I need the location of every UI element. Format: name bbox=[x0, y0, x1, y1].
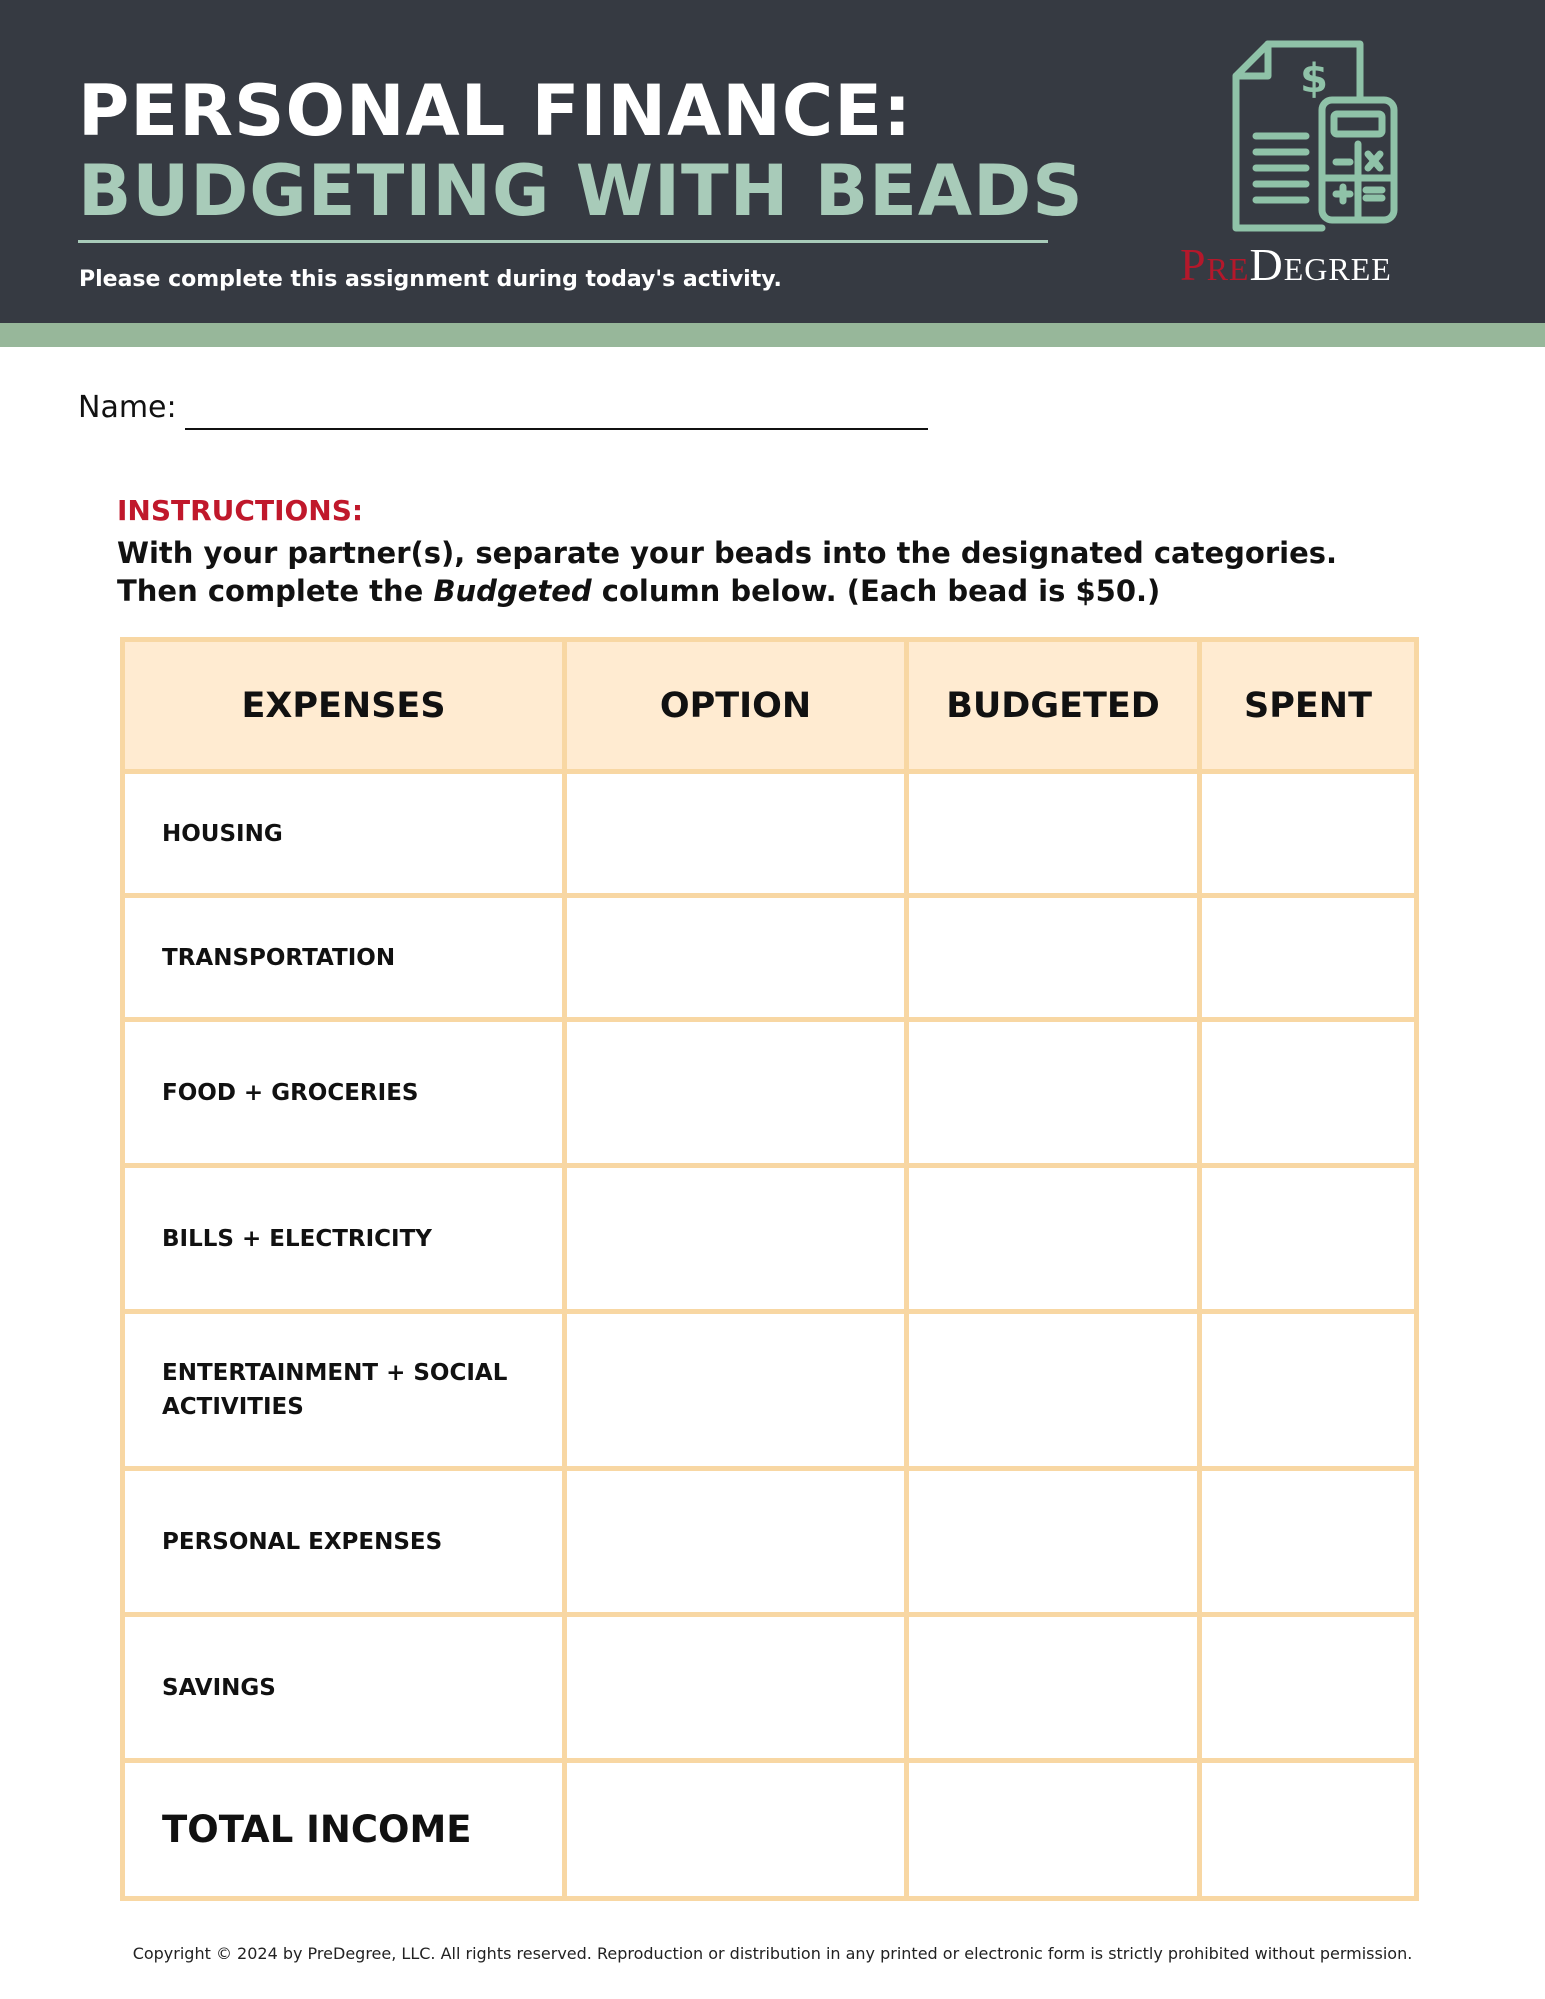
option-cell[interactable] bbox=[565, 1020, 907, 1166]
instructions-text-part2: column below. (Each bead is $50.) bbox=[591, 574, 1161, 608]
header-spent: SPENT bbox=[1200, 640, 1417, 772]
option-cell[interactable] bbox=[565, 1615, 907, 1761]
budgeted-cell[interactable] bbox=[907, 1312, 1200, 1469]
spent-cell[interactable] bbox=[1200, 1615, 1417, 1761]
option-cell[interactable] bbox=[565, 1166, 907, 1312]
predegree-logo bbox=[1180, 238, 1460, 291]
header-expenses: EXPENSES bbox=[123, 640, 565, 772]
instructions-text bbox=[117, 534, 1377, 610]
title-divider bbox=[78, 240, 1048, 243]
table-row bbox=[123, 1469, 1417, 1615]
total-row bbox=[123, 1761, 1417, 1899]
table-row bbox=[123, 896, 1417, 1020]
option-cell[interactable] bbox=[565, 1469, 907, 1615]
name-input-line[interactable] bbox=[185, 428, 928, 430]
expense-label: FOOD + GROCERIES bbox=[123, 1020, 565, 1166]
header-budgeted: BUDGETED bbox=[907, 640, 1200, 772]
spent-cell[interactable] bbox=[1200, 896, 1417, 1020]
page-title: PERSONAL FINANCE: bbox=[78, 70, 913, 152]
expense-label: TRANSPORTATION bbox=[123, 896, 565, 1020]
svg-text:$: $ bbox=[1300, 56, 1328, 102]
budgeted-cell[interactable] bbox=[907, 1469, 1200, 1615]
budgeted-cell[interactable] bbox=[907, 1020, 1200, 1166]
budgeted-cell[interactable] bbox=[907, 1166, 1200, 1312]
budgeted-cell[interactable] bbox=[907, 896, 1200, 1020]
instructions-text-part1: With your partner(s), separate your beads into the designated categories. Then complete the bbox=[117, 536, 1338, 608]
option-cell[interactable] bbox=[565, 1312, 907, 1469]
page-subtitle-title: BUDGETING WITH BEADS bbox=[78, 150, 1084, 232]
table-header-row bbox=[123, 640, 1417, 772]
logo-pre-text: Pre bbox=[1180, 239, 1250, 290]
table-row bbox=[123, 1020, 1417, 1166]
header-option: OPTION bbox=[565, 640, 907, 772]
header-accent-stripe bbox=[0, 323, 1545, 347]
total-income-label: TOTAL INCOME bbox=[123, 1761, 565, 1899]
expense-label: HOUSING bbox=[123, 772, 565, 896]
option-total-cell[interactable] bbox=[565, 1761, 907, 1899]
option-cell[interactable] bbox=[565, 772, 907, 896]
assignment-note: Please complete this assignment during today's activity. bbox=[79, 267, 782, 292]
expense-label: SAVINGS bbox=[123, 1615, 565, 1761]
expense-label: ENTERTAINMENT + SOCIAL ACTIVITIES bbox=[123, 1312, 565, 1469]
spent-cell[interactable] bbox=[1200, 1166, 1417, 1312]
logo-degree-text: Degree bbox=[1249, 239, 1392, 290]
spent-cell[interactable] bbox=[1200, 1312, 1417, 1469]
table-row bbox=[123, 1312, 1417, 1469]
budgeted-cell[interactable] bbox=[907, 772, 1200, 896]
invoice-calculator-icon bbox=[1230, 40, 1400, 235]
expense-label: PERSONAL EXPENSES bbox=[123, 1469, 565, 1615]
spent-total-cell[interactable] bbox=[1200, 1761, 1417, 1899]
spent-cell[interactable] bbox=[1200, 1469, 1417, 1615]
table-row bbox=[123, 1166, 1417, 1312]
instructions-text-italic: Budgeted bbox=[433, 574, 592, 608]
spent-cell[interactable] bbox=[1200, 1020, 1417, 1166]
budget-table bbox=[120, 637, 1419, 1901]
table-row bbox=[123, 772, 1417, 896]
spent-cell[interactable] bbox=[1200, 772, 1417, 896]
instructions-heading: INSTRUCTIONS: bbox=[117, 494, 364, 527]
budgeted-cell[interactable] bbox=[907, 1615, 1200, 1761]
copyright-footer: Copyright © 2024 by PreDegree, LLC. All rights reserved. Reproduction or distribution in any printed or electronic form is strictly prohibited without permission. bbox=[132, 1944, 1413, 1963]
option-cell[interactable] bbox=[565, 896, 907, 1020]
table-row bbox=[123, 1615, 1417, 1761]
expense-label: BILLS + ELECTRICITY bbox=[123, 1166, 565, 1312]
name-label: Name: bbox=[78, 390, 177, 425]
budgeted-total-cell[interactable] bbox=[907, 1761, 1200, 1899]
